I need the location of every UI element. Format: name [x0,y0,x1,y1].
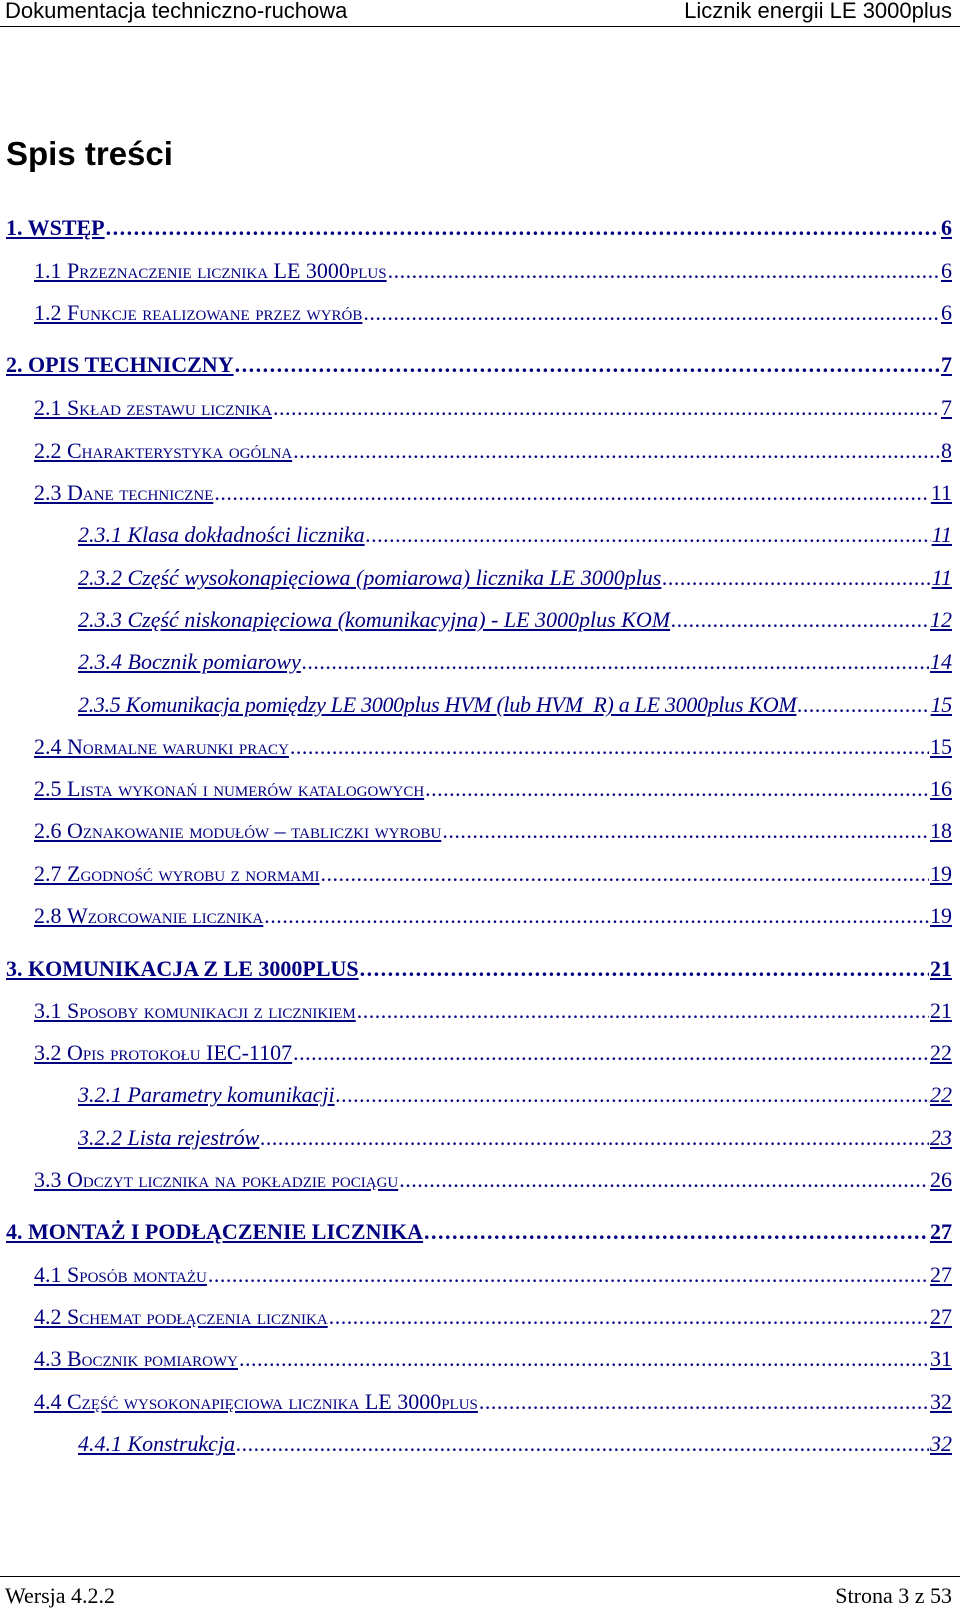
toc-entry-page[interactable]: 22 [930,1040,952,1065]
toc-entry[interactable] [34,1262,952,1288]
toc-entry-page[interactable]: 32 [930,1431,952,1456]
toc-entry-label[interactable] [34,998,356,1024]
toc-entry[interactable] [78,565,952,591]
toc-entry-label[interactable]: 3. KOMUNIKACJA Z LE 3000PLUS [6,956,359,981]
toc-dot-leader [366,522,931,548]
toc-dot-leader [425,776,929,802]
toc-entry-label[interactable] [34,1346,238,1372]
toc-entry-number: 4.3 [34,1346,62,1371]
toc-entry-label[interactable] [34,1389,478,1415]
toc-dot-leader [106,215,940,241]
toc-entry-page[interactable]: 11 [931,565,952,590]
toc-entry-label[interactable]: 2. OPIS TECHNICZNY [6,352,234,377]
toc-entry-page[interactable]: 15 [930,734,952,759]
toc-entry-page[interactable]: 22 [930,1082,952,1107]
toc-entry-title: Lista wykonań i numerów katalogowych [67,776,425,801]
toc-dot-leader [273,395,940,421]
toc-entry[interactable] [78,1082,952,1108]
toc-entry-label[interactable]: 3.2.1 Parametry komunikacji [78,1082,335,1107]
toc-entry-number: 4.2 [34,1304,62,1329]
toc-entry-page[interactable]: 19 [930,903,952,928]
toc-entry[interactable] [6,215,952,241]
toc-entry-number: 4.1 [34,1262,62,1287]
toc-dot-leader [357,998,929,1024]
toc-dot-leader [442,818,929,844]
toc-entry[interactable] [34,861,952,887]
toc-dot-leader [424,1219,929,1245]
toc-entry-label[interactable]: 4. MONTAŻ I PODŁĄCZENIE LICZNIKA [6,1219,424,1244]
toc-entry[interactable] [6,1219,952,1245]
toc-entry-number: 2.8 [34,903,62,928]
toc-entry-title: Część wysokonapięciowa licznika LE 3000plus [67,1389,478,1414]
toc-entry-number: 4.4 [34,1389,62,1414]
toc-entry-number: 2.4 [34,734,62,759]
toc-entry-page[interactable]: 27 [930,1304,952,1329]
toc-entry-number: 2.2 [34,438,62,463]
toc-dot-leader [239,1346,929,1372]
toc-entry-page[interactable]: 32 [930,1389,952,1414]
toc-entry-number: 3.1 [34,998,62,1023]
toc-entry-page[interactable]: 16 [930,776,952,801]
toc-dot-leader [260,1125,929,1151]
toc-entry[interactable] [78,1125,952,1151]
toc-dot-leader [302,649,929,675]
toc-entry-page[interactable]: 14 [930,649,952,674]
toc-entry[interactable] [34,1389,952,1415]
toc-dot-leader [671,607,929,633]
toc-entry-page[interactable]: 27 [930,1262,952,1287]
footer-page-number: Strona 3 z 53 [835,1583,952,1608]
toc-entry-page[interactable]: 11 [930,480,952,505]
toc-dot-leader [290,734,929,760]
toc-entry-page[interactable]: 27 [930,1219,952,1244]
toc-entry[interactable] [34,438,952,464]
toc-entry[interactable] [78,1431,952,1457]
toc-entry-title: Wzorcowanie licznika [67,903,264,928]
toc-entry-title: Sposób montażu [67,1262,207,1287]
toc-entry-number: 2.3 [34,480,62,505]
toc-entry[interactable] [34,480,952,506]
toc-entry[interactable] [34,395,952,421]
toc-entry-number: 3.3 [34,1167,62,1192]
toc-entry-title: Schemat podłączenia licznika [67,1304,328,1329]
toc-entry-title: Przeznaczenie licznika LE 3000plus [67,258,387,283]
toc-dot-leader [264,903,929,929]
toc-entry[interactable] [78,607,952,633]
toc-entry-page[interactable]: 31 [930,1346,952,1371]
toc-entry-page[interactable]: 6 [941,258,952,283]
toc-entry-number: 1.1 [34,258,62,283]
page-footer [0,1576,960,1613]
toc-dot-leader [293,438,940,464]
toc-entry-page[interactable]: 12 [930,607,952,632]
toc-dot-leader [479,1389,929,1415]
toc-entry-label[interactable]: 2.3.2 Część wysokonapięciowa (pomiarowa) licznika LE 3000plus [78,565,662,590]
toc-entry-label[interactable] [34,861,319,887]
toc-entry[interactable] [34,1304,952,1330]
toc-entry-page[interactable]: 6 [941,300,952,325]
toc-entry-label[interactable] [34,438,292,464]
toc-dot-leader [236,1431,929,1457]
toc-entry[interactable] [34,258,952,284]
toc-entry-title: Zgodność wyrobu z normami [67,861,320,886]
toc-entry[interactable] [78,649,952,675]
toc-entry-label[interactable] [34,818,441,844]
toc-entry-title: Normalne warunki pracy [67,734,289,759]
toc-entry-page[interactable]: 7 [941,395,952,420]
toc-entry-label[interactable] [34,395,272,421]
header-product-name: Licznik energii LE 3000plus [684,0,952,23]
toc-entry[interactable] [78,692,952,718]
toc-entry[interactable] [34,818,952,844]
toc-entry-page[interactable]: 23 [930,1125,952,1150]
toc-entry[interactable] [34,300,952,326]
toc-entry[interactable] [34,903,952,929]
toc-entry-label[interactable]: 2.3.1 Klasa dokładności licznika [78,522,365,547]
toc-dot-leader [797,692,929,718]
toc-entry-label[interactable] [34,258,387,284]
toc-entry-label[interactable]: 2.3.5 Komunikacja pomiędzy LE 3000plus HVM (lub HVM_R) a LE 3000plus KOM [78,692,797,717]
toc-dot-leader [360,956,929,982]
toc-entry-page[interactable]: 18 [930,818,952,843]
toc-entry-label[interactable] [34,734,289,760]
toc-entry-label[interactable] [34,903,263,929]
footer-version: Wersja 4.2.2 [5,1583,116,1608]
toc-entry[interactable] [34,776,952,802]
toc-entry-title: Bocznik pomiarowy [67,1346,239,1371]
toc-dot-leader [214,480,929,506]
toc-entry-label[interactable] [34,1304,328,1330]
toc-entry[interactable] [34,1346,952,1372]
toc-dot-leader [293,1040,929,1066]
toc-entry-label[interactable] [34,480,213,506]
toc-entry-label[interactable]: 4.4.1 Konstrukcja [78,1431,236,1456]
toc-entry[interactable] [34,1040,952,1066]
toc-entry-label[interactable] [34,776,424,802]
toc-entry-label[interactable] [34,300,362,326]
toc-entry-title: Opis protokołu IEC-1107 [67,1040,293,1065]
toc-entry[interactable] [78,522,952,548]
toc-dot-leader [399,1167,929,1193]
toc-entry[interactable] [34,1167,952,1193]
toc-dot-leader [363,300,940,326]
toc-entry-title: Dane techniczne [67,480,214,505]
toc-entry[interactable] [34,998,952,1024]
toc-dot-leader [336,1082,929,1108]
toc-entry-title: Oznakowanie modułów – tabliczki wyrobu [67,818,442,843]
toc-entry-page[interactable]: 11 [931,522,952,547]
toc-entry-page[interactable]: 21 [930,998,952,1023]
toc-entry-number: 2.7 [34,861,62,886]
toc-entry-label[interactable]: 1. WSTĘP [6,215,105,240]
toc-dot-leader [388,258,940,284]
toc-dot-leader [662,565,930,591]
toc-entry-number: 1.2 [34,300,62,325]
toc-entry-number: 2.1 [34,395,62,420]
toc-entry-page[interactable]: 26 [930,1167,952,1192]
toc-entry[interactable] [6,956,952,982]
toc-entry-page[interactable]: 21 [930,956,952,981]
toc-entry-label[interactable]: 2.3.4 Bocznik pomiarowy [78,649,301,674]
toc-entry-label[interactable] [34,1167,398,1193]
toc-entry-label[interactable]: 2.3.3 Część niskonapięciowa (komunikacyjna) - LE 3000plus KOM [78,607,671,632]
toc-entry-number: 3.2 [34,1040,62,1065]
toc-entry-title: Charakterystyka ogólna [67,438,293,463]
toc-entry[interactable] [34,734,952,760]
toc-entry-label[interactable] [34,1040,292,1066]
toc-entry-page[interactable]: 15 [930,692,952,717]
toc-entry-title: Skład zestawu licznika [67,395,272,420]
toc-dot-leader [208,1262,929,1288]
toc-entry-page[interactable]: 19 [930,861,952,886]
toc-dot-leader [320,861,929,887]
toc-dot-leader [235,352,940,378]
toc-entry-title: Odczyt licznika na pokładzie pociągu [67,1167,399,1192]
toc-entry-page[interactable]: 8 [941,438,952,463]
toc-entry-label[interactable]: 3.2.2 Lista rejestrów [78,1125,260,1150]
toc-heading: Spis treści [6,135,173,172]
toc-entry-number: 2.5 [34,776,62,801]
toc-entry-label[interactable] [34,1262,207,1288]
toc-entry-page[interactable]: 7 [941,352,952,377]
toc-dot-leader [329,1304,929,1330]
toc-entry-page[interactable]: 6 [941,215,952,240]
toc-entry-number: 2.6 [34,818,62,843]
header-document-title: Dokumentacja techniczno-ruchowa [5,0,348,23]
toc-entry-title: Sposoby komunikacji z licznikiem [67,998,356,1023]
toc-entry[interactable] [6,352,952,378]
toc-entry-title: Funkcje realizowane przez wyrób [67,300,363,325]
